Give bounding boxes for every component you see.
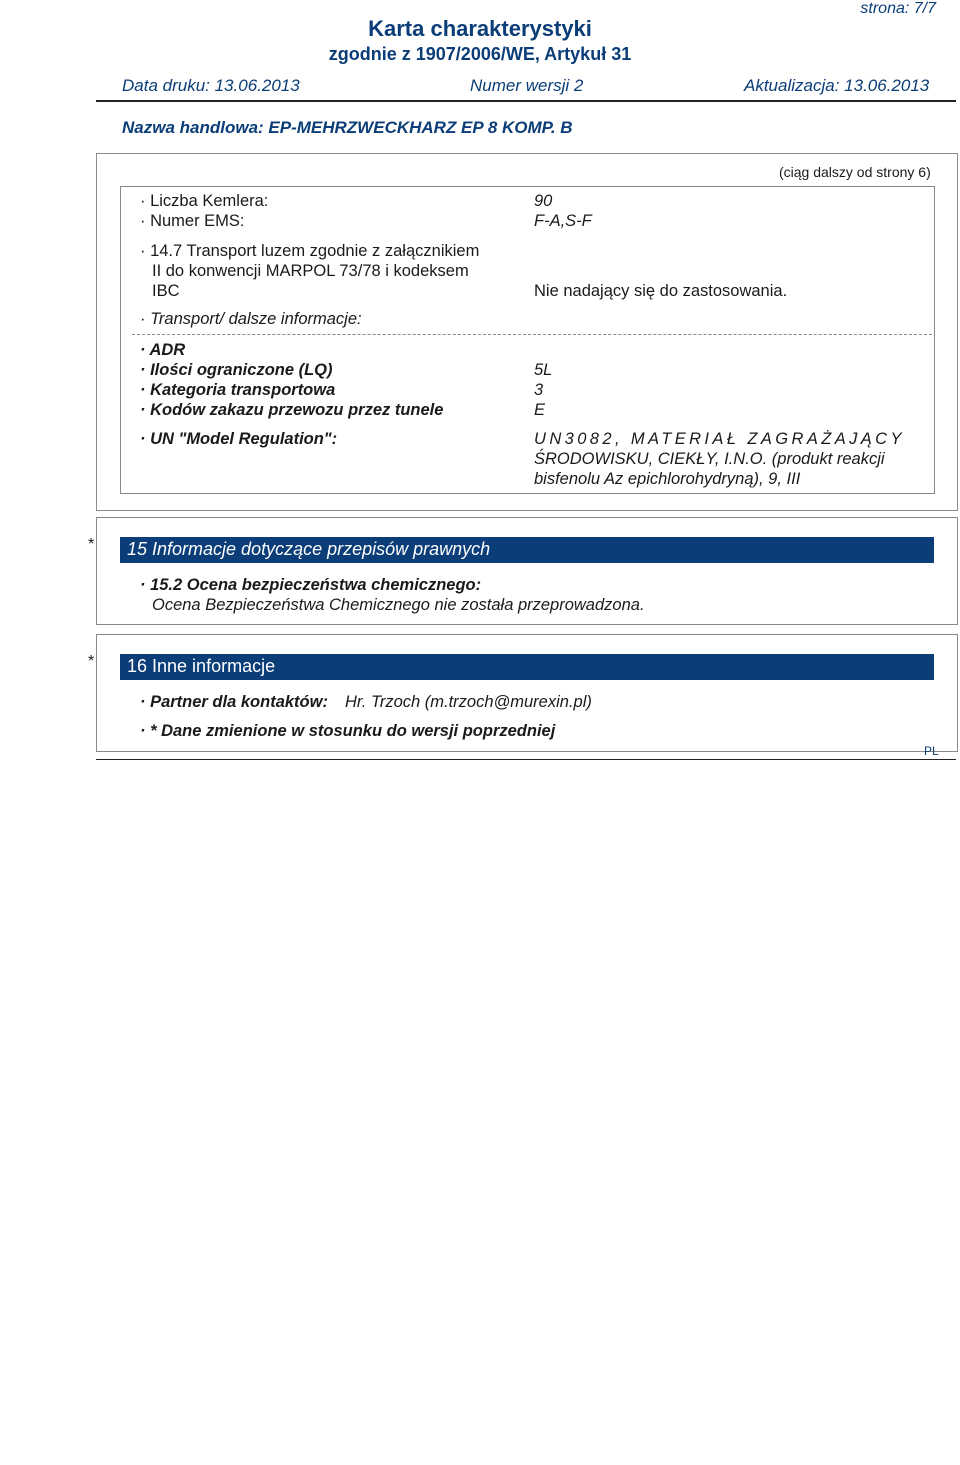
print-date: Data druku: 13.06.2013	[122, 76, 300, 95]
bulk-transport-value: Nie nadający się do zastosowania.	[534, 282, 788, 300]
update-date: Aktualizacja: 13.06.2013	[744, 76, 930, 95]
section-15-heading: 15 Informacje dotyczące przepisów prawnych	[120, 537, 934, 563]
tunnel-code-label: · Kodów zakazu przewozu przez tunele	[140, 401, 444, 419]
bulk-transport-label-line1: · 14.7 Transport luzem zgodnie z załącznikiem	[140, 242, 480, 260]
transport-category-label: · Kategoria transportowa	[140, 381, 336, 399]
bulk-transport-label-line2: II do konwencji MARPOL 73/78 i kodeksem	[152, 262, 469, 280]
ems-label: · Numer EMS:	[140, 212, 245, 230]
tunnel-code-value: E	[534, 401, 546, 419]
section-16-heading: 16 Inne informacje	[120, 654, 934, 680]
contact-value: Hr. Trzoch (m.trzoch@murexin.pl)	[345, 693, 592, 711]
document-subtitle: zgodnie z 1907/2006/WE, Artykuł 31	[328, 44, 632, 64]
trade-name: Nazwa handlowa: EP-MEHRZWECKHARZ EP 8 KOMP. B	[122, 118, 573, 137]
header-divider	[96, 100, 956, 102]
un-model-regulation-value-line3: bisfenolu Az epichlorohydryną), 9, III	[534, 470, 801, 488]
chemical-safety-text: Ocena Bezpieczeństwa Chemicznego nie została przeprowadzona.	[152, 596, 645, 614]
language-code: PL	[924, 744, 939, 758]
continued-note: (ciąg dalszy od strony 6)	[779, 164, 931, 180]
footer-divider	[96, 759, 956, 760]
kemler-value: 90	[534, 192, 553, 210]
lq-label: · Ilości ograniczone (LQ)	[140, 361, 333, 379]
lq-value: 5L	[534, 361, 553, 379]
changed-marker-15: *	[88, 536, 95, 553]
page-number: strona: 7/7	[860, 0, 936, 17]
further-info-label: · Transport/ dalsze informacje:	[140, 310, 362, 328]
dashed-divider	[132, 334, 932, 335]
un-model-regulation-value-line1: UN3082, MATERIAŁ ZAGRAŻAJĄCY	[534, 430, 905, 448]
adr-heading: · ADR	[140, 341, 186, 359]
transport-category-value: 3	[534, 381, 544, 399]
chemical-safety-label: · 15.2 Ocena bezpieczeństwa chemicznego:	[140, 576, 482, 594]
version-number: Numer wersji 2	[470, 76, 584, 95]
un-model-regulation-value-line2: ŚRODOWISKU, CIEKŁY, I.N.O. (produkt reakcji	[534, 450, 885, 468]
kemler-label: · Liczba Kemlera:	[140, 192, 269, 210]
ems-value: F-A,S-F	[534, 212, 592, 230]
changes-note: · * Dane zmienione w stosunku do wersji poprzedniej	[140, 722, 556, 740]
changed-marker-16: *	[88, 653, 95, 670]
document-title: Karta charakterystyki	[368, 16, 592, 41]
bulk-transport-label-line3: IBC	[152, 282, 180, 300]
contact-label: · Partner dla kontaktów:	[140, 693, 328, 711]
un-model-regulation-label: · UN "Model Regulation":	[140, 430, 338, 448]
